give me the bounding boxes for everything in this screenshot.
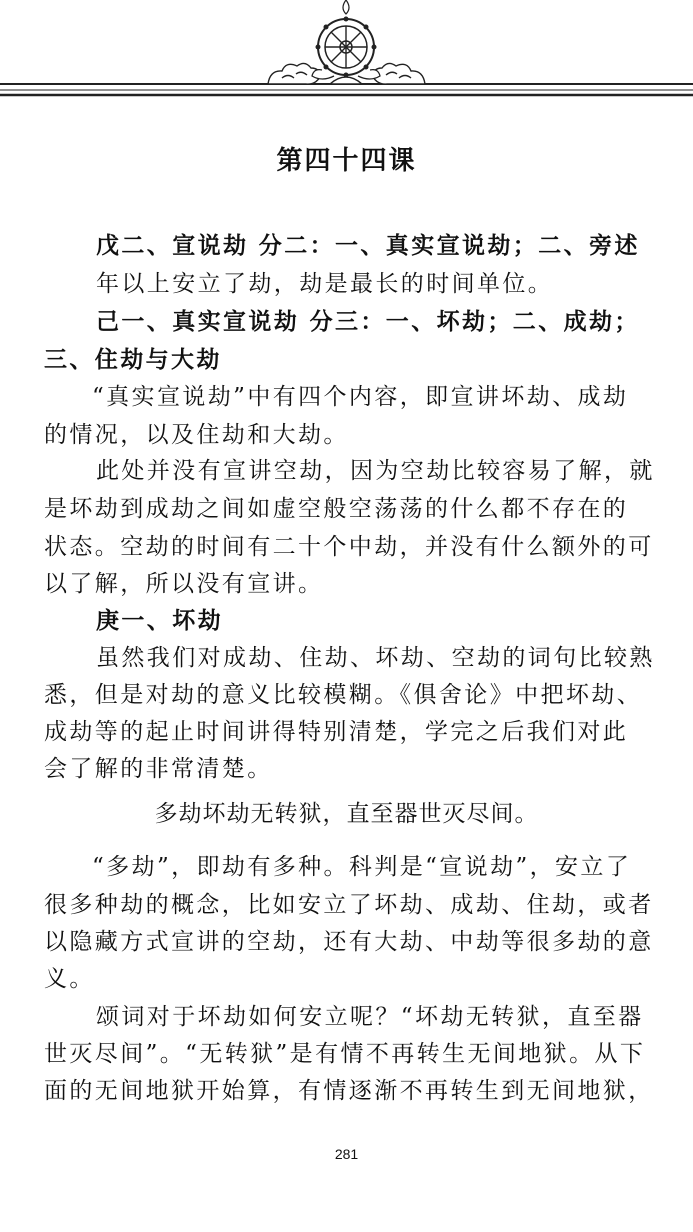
text-line: 以隐藏方式宣讲的空劫，还有大劫、中劫等很多劫的意 [44,929,654,955]
text-line: 虽然我们对成劫、住劫、坏劫、空劫的词句比较熟 [96,645,655,671]
text-line: “多劫”，即劫有多种。科判是“宣说劫”，安立了 [92,854,632,880]
text-line: 义。 [44,966,95,992]
text-line: 此处并没有宣讲空劫，因为空劫比较容易了解，就 [96,458,655,484]
header-rule [0,84,693,95]
header-ornament [0,0,693,110]
section-heading-2-cont: 三、住劫与大劫 [44,346,222,373]
text-line: 的情况，以及住劫和大劫。 [44,422,349,448]
verse-line: 多劫坏劫无转狱，直至器世灭尽间。 [154,801,539,827]
section-heading-3: 庚一、坏劫 [96,607,223,634]
text-line: 颂词对于坏劫如何安立呢？“坏劫无转狱，直至器 [96,1004,644,1030]
text-line: 是坏劫到成劫之间如虚空般空荡荡的什么都不存在的 [44,496,629,522]
text-line: 状态。空劫的时间有二十个中劫，并没有什么额外的可 [44,534,654,560]
text-line: 成劫等的起止时间讲得特别清楚，学完之后我们对此 [44,719,629,745]
text-line: “真实宣说劫”中有四个内容，即宣讲坏劫、成劫 [92,384,629,410]
lesson-title: 第四十四课 [276,146,417,176]
text-line: 年以上安立了劫，劫是最长的时间单位。 [96,271,554,297]
section-heading-1: 戊二、宣说劫 分二：一、真实宣说劫；二、旁述 [96,232,640,259]
section-heading-2: 己一、真实宣说劫 分三：一、坏劫；二、成劫； [96,308,640,335]
dharma-wheel-icon [312,0,380,84]
text-line: 悉，但是对劫的意义比较模糊。《俱舍论》中把坏劫、 [44,682,643,708]
page-number: 281 [334,1146,359,1162]
text-line: 面的无间地狱开始算，有情逐渐不再转生到无间地狱， [44,1078,654,1104]
text-line: 会了解的非常清楚。 [44,756,273,782]
text-line: 以了解，所以没有宣讲。 [44,571,324,597]
text-line: 很多种劫的概念，比如安立了坏劫、成劫、住劫，或者 [44,892,654,918]
cloud-ornament-right-icon [373,63,425,84]
text-line: 世灭尽间”。“无转狱”是有情不再转生无间地狱。从下 [44,1041,646,1067]
